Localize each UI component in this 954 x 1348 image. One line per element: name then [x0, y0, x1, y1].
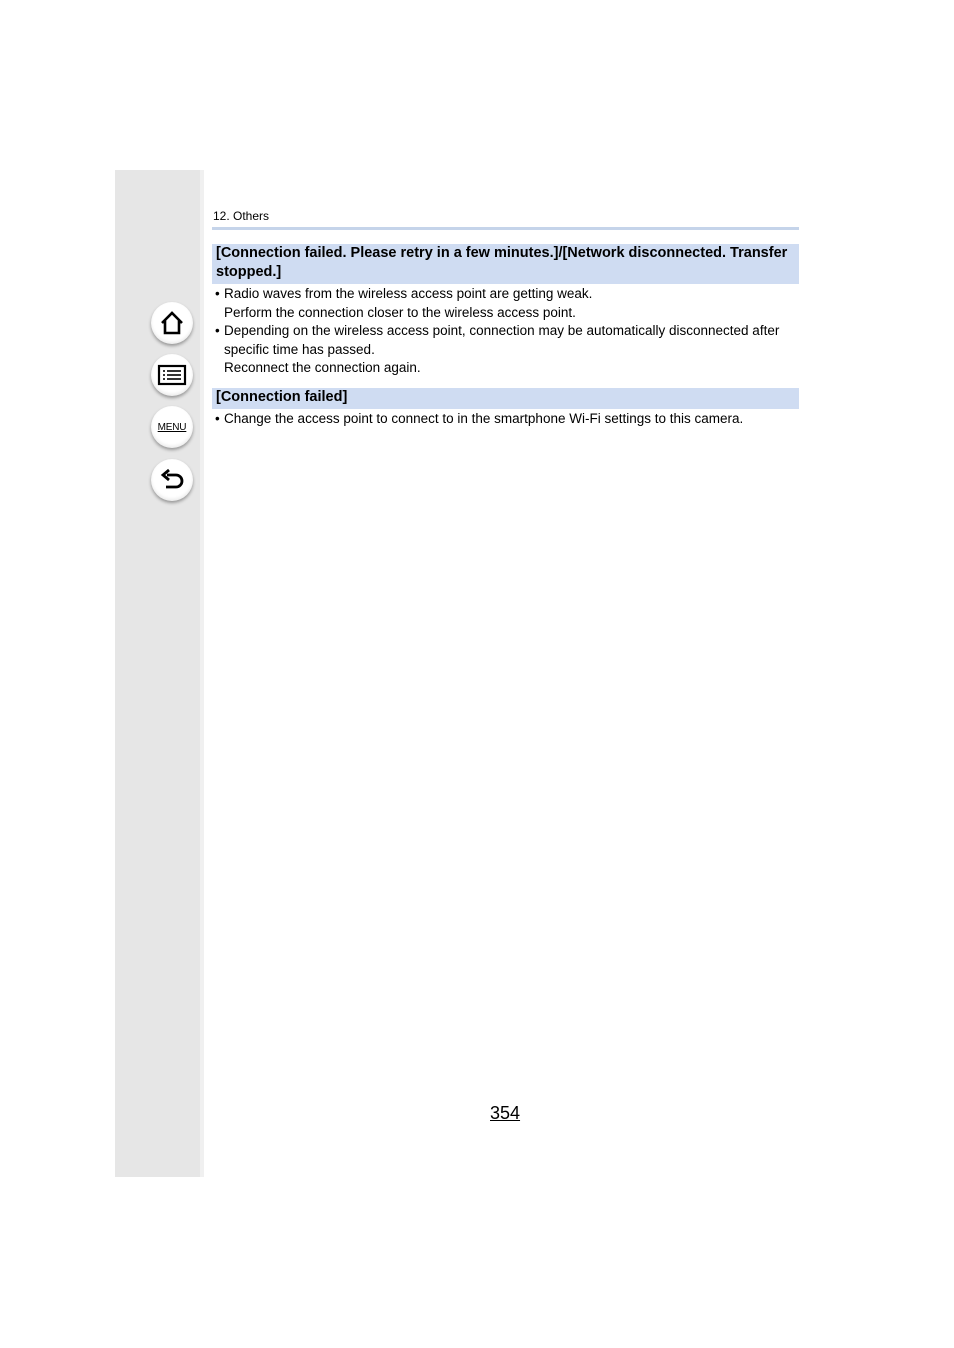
breadcrumb-divider: [212, 227, 799, 230]
section-heading-connection-failed: [212, 388, 799, 409]
bullet-list: [214, 410, 800, 429]
contents-button[interactable]: [151, 354, 193, 396]
section-heading-connection-failed-retry: [212, 244, 799, 284]
home-icon: [158, 309, 186, 337]
bullet-text: • Change the access point to connect to in the smartphone Wi-Fi settings to this camera.: [224, 411, 744, 426]
page-number: 354: [490, 1103, 521, 1123]
bullet-text: Perform the connection closer to the wireless access point.: [224, 304, 576, 320]
back-button[interactable]: [151, 459, 193, 501]
back-arrow-icon: [158, 466, 186, 494]
list-item: [214, 410, 800, 429]
bullet-text: Reconnect the connection again.: [224, 360, 421, 375]
home-button[interactable]: [151, 302, 193, 344]
bullet-list: [214, 285, 800, 378]
bullet-text: specific time has passed.: [224, 341, 375, 357]
menu-icon: MENU: [157, 421, 187, 433]
sidebar-edge: [200, 170, 204, 1177]
list-item: [214, 285, 800, 322]
list-icon: [157, 363, 187, 387]
heading-line: [Connection failed]: [216, 389, 348, 405]
heading-line: stopped.]: [216, 264, 282, 280]
bullet-text: • Depending on the wireless access point, connection may be automatically disconnected after: [224, 323, 780, 338]
breadcrumb: 12. Others: [213, 209, 270, 223]
bullet-text: • Radio waves from the wireless access point are getting weak.: [224, 286, 593, 301]
heading-line: [Connection failed. Please retry in a few minutes.]/[Network disconnected. Transfer: [216, 245, 788, 261]
list-item: [214, 322, 800, 378]
menu-button[interactable]: [151, 406, 193, 448]
